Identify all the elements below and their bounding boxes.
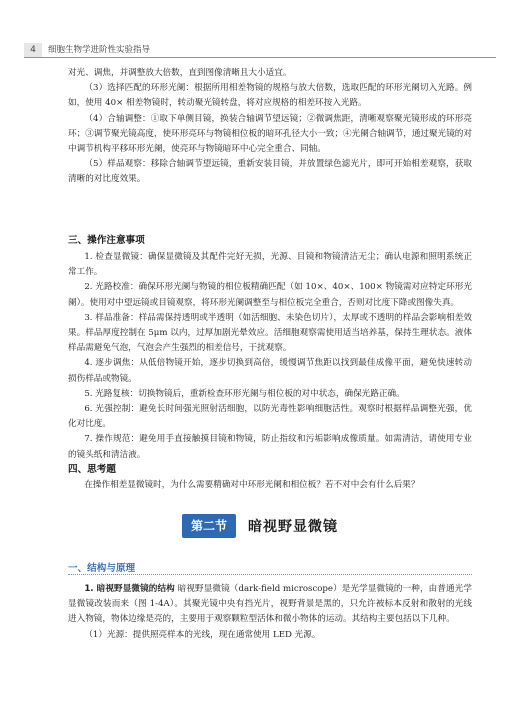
paragraph: 对光、调焦，并调整放大倍数，直到图像清晰且大小适宜。 (68, 68, 292, 78)
list-item: 2. 光路校准：确保环形光阑与物镜的相位板精确匹配（如 10×、40×、100× 物镜需对应特定环形光阑）。使用对中望远镜或目镜观察，将环形光阑调整至与相位板完全重合，否则对比度下降或图像失真。 (68, 282, 472, 308)
running-header (24, 43, 496, 58)
section-heading-questions: 四、思考题 (68, 464, 116, 475)
precautions-list (68, 250, 472, 463)
subheading-divider (68, 574, 472, 576)
list-item: 5. 光路复核：切换物镜后，重新检查环形光阑与相位板的对中状态，确保光路正确。 (84, 388, 405, 399)
list-item: 1. 检查显微镜：确保显微镜及其配件完好无损，光源、目镜和物镜清洁无尘；确认电源和照明系统正常工作。 (68, 252, 472, 278)
paragraph: （5）样品观察：移除合轴调节望远镜，重新安装目镜，并放置绿色滤光片，即可开始相差观察，获取清晰的对比度效果。 (68, 159, 472, 185)
running-title: 细胞生物学进阶性实验指导 (48, 45, 151, 55)
list-item: 4. 逐步调焦：从低倍物镜开始，逐步切换到高倍，缓慢调节焦距以找到最佳成像平面，避免快速转动损伤样品或物镜。 (68, 358, 472, 384)
phase-contrast-procedure-text (68, 66, 472, 188)
section-number-tag: 第二节 (182, 514, 236, 538)
list-item: 3. 样品准备：样品需保持透明或半透明（如活细胞、未染色切片），太厚或不透明的样品会影响相差效果。样品厚度控制在 5μm 以内，过厚加剧光晕效应。活细胞观察需使用适当培养基，保持生理状态。液体样品需避免气泡，气泡会产生强烈的相差信号，干扰观察。 (68, 312, 472, 354)
paragraph (68, 582, 472, 628)
section-title: 暗视野显微镜 (248, 519, 339, 535)
darkfield-intro-text (68, 582, 472, 643)
list-item: 6. 光强控制：避免长时间强光照射活细胞，以防光毒性影响细胞活性。观察时根据样品调整光强，优化对比度。 (68, 404, 472, 430)
section-title-banner (182, 514, 338, 538)
subheading-structure-principle: 一、结构与原理 (68, 563, 136, 574)
paragraph: （3）选择匹配的环形光阑：根据所用相差物镜的规格与放大倍数，选取匹配的环形光阑切入光路。例如，使用 40× 相差物镜时，转动聚光镜转盘，将对应规格的相差环按入光路。 (68, 83, 472, 109)
question-text (68, 478, 472, 493)
list-item: （1）光源：提供照亮样本的光线，现在通常使用 LED 光源。 (84, 629, 321, 640)
bold-lead: 1. 暗视野显微镜的结构 (84, 584, 175, 594)
question: 在操作相差显微镜时，为什么需要精确对中环形光阑和相位板？若不对中会有什么后果？ (84, 480, 420, 490)
list-item: 7. 操作规范：避免用手直接触摸目镜和物镜，防止指纹和污垢影响成像质量。如需清洁，请使用专业的镜头纸和清洁液。 (68, 434, 472, 460)
lead-text: 暗视野显微镜（dark-field microscope）是光学显微镜的一种，由普通光学显微镜改装而来（图 1-4A）。其聚光镜中央有挡光片，视野背景是黑的，只允许被标本反射和散射的光线进入物镜，物体边缘是亮的，主要用于观察颗粒型活体和微小物体的运动。其结构主要包括以下几种。 (68, 584, 472, 625)
section-heading-precautions: 三、操作注意事项 (68, 235, 145, 246)
paragraph: （4）合轴调整：①取下单侧目镜，换装合轴调节望远镜；②微调焦距，清晰观察聚光镜形成的环形亮环；③调节聚光镜高度，使环形亮环与物镜相位板的暗环孔径大小一致；④光阑合轴调节，通过聚光镜的对中调节机构平移环形光阑，使亮环与物镜暗环中心完全重合、同轴。 (68, 113, 472, 155)
page-number: 4 (24, 43, 42, 57)
